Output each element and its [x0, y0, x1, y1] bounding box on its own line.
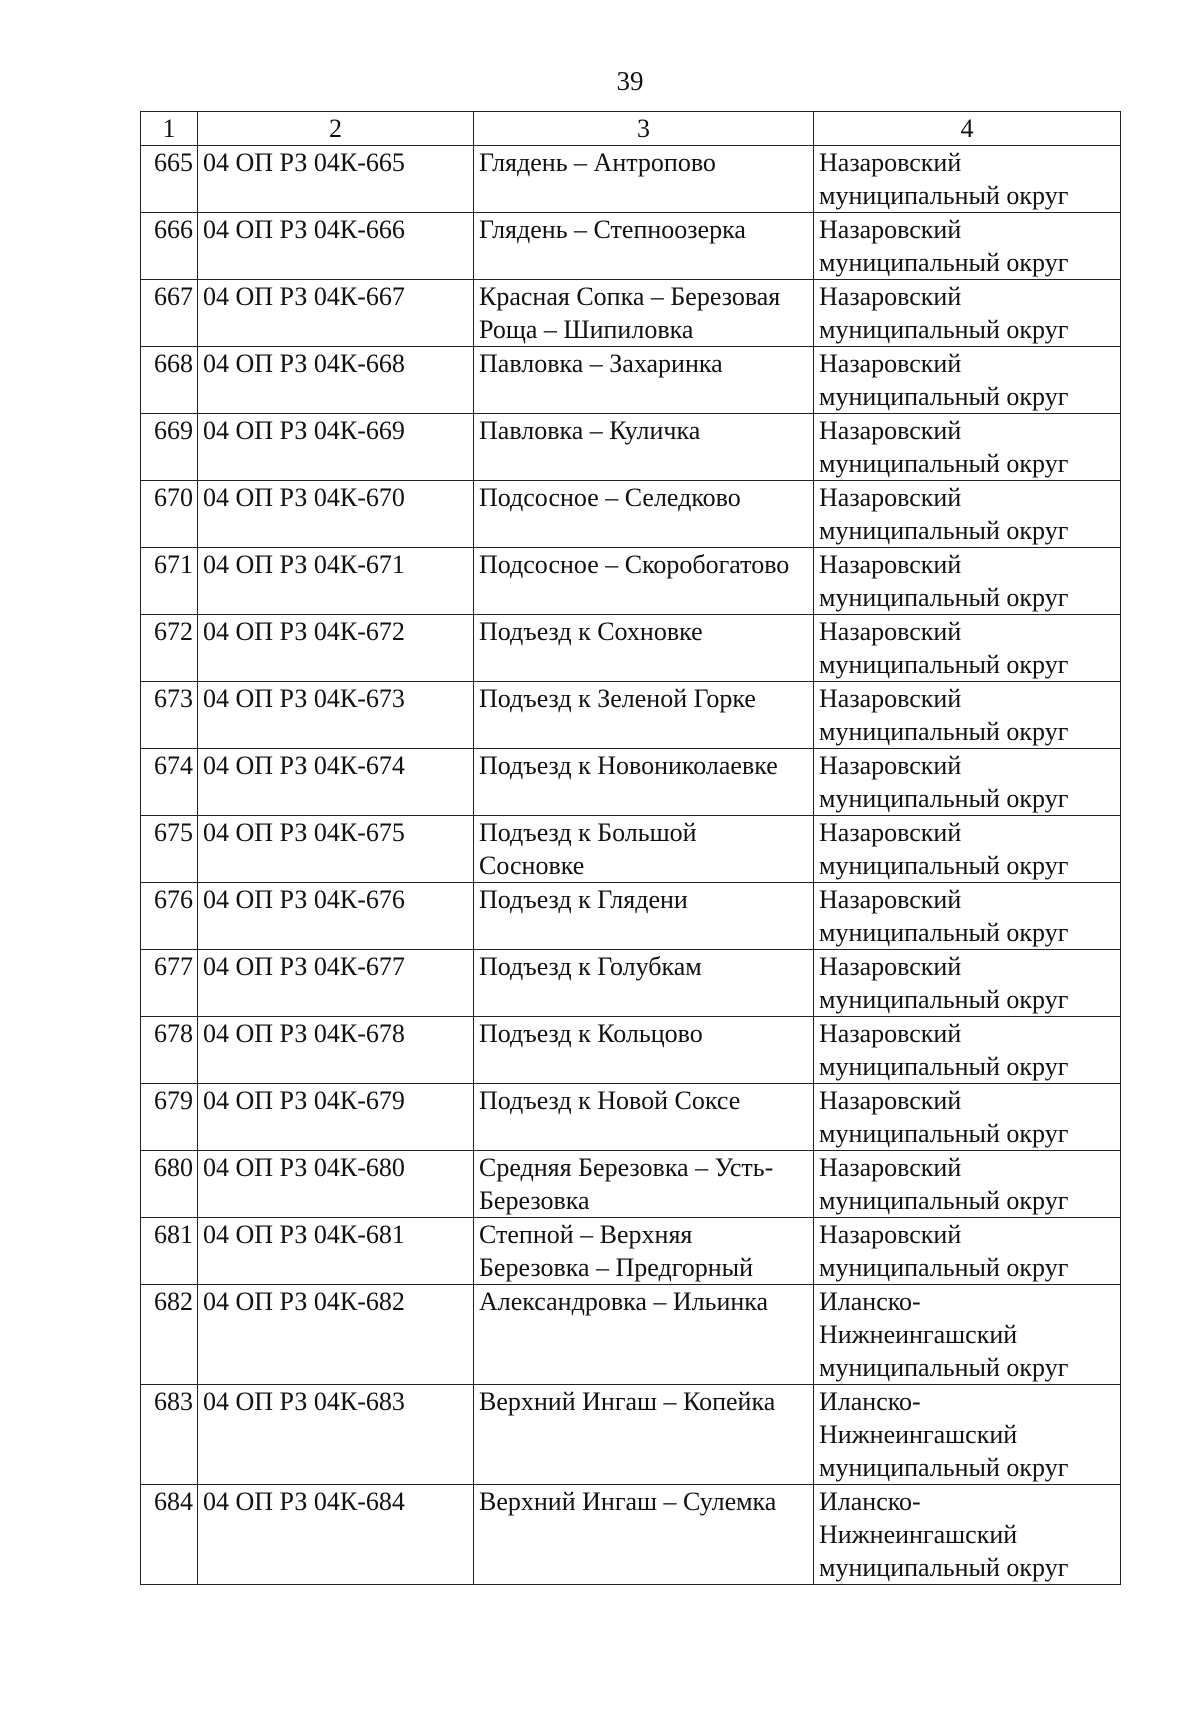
road-name: Александровка – Ильинка	[479, 1287, 769, 1316]
road-code-cell	[198, 816, 474, 883]
road-code-cell	[198, 280, 474, 347]
road-name-cell	[474, 481, 814, 548]
road-code: 04 ОП РЗ 04К-681	[203, 1220, 405, 1249]
row-number-cell	[141, 950, 198, 1017]
municipal-district: Назаровский муниципальный округ	[819, 215, 1069, 277]
municipal-district: Назаровский муниципальный округ	[819, 751, 1069, 813]
road-code: 04 ОП РЗ 04К-682	[203, 1287, 405, 1316]
row-number: 681	[154, 1220, 193, 1249]
table-row	[141, 615, 1121, 682]
column-header-code: 2	[198, 112, 474, 146]
row-number: 669	[154, 416, 193, 445]
table-row	[141, 481, 1121, 548]
municipal-district: Назаровский муниципальный округ	[819, 282, 1069, 344]
municipal-district: Назаровский муниципальный округ	[819, 550, 1069, 612]
road-name-cell	[474, 816, 814, 883]
table-row	[141, 1218, 1121, 1285]
column-header-name: 3	[474, 112, 814, 146]
road-name: Подъезд к Большой Сосновке	[479, 818, 697, 880]
road-code: 04 ОП РЗ 04К-680	[203, 1153, 405, 1182]
municipal-district-cell	[814, 615, 1121, 682]
municipal-district: Назаровский муниципальный округ	[819, 148, 1069, 210]
row-number: 666	[154, 215, 193, 244]
municipal-district: Назаровский муниципальный округ	[819, 684, 1069, 746]
row-number-cell	[141, 146, 198, 213]
road-code-cell	[198, 1017, 474, 1084]
road-code: 04 ОП РЗ 04К-677	[203, 952, 405, 981]
municipal-district-cell	[814, 1485, 1121, 1585]
road-code: 04 ОП РЗ 04К-665	[203, 148, 405, 177]
road-name: Подъезд к Зеленой Горке	[479, 684, 756, 713]
row-number: 683	[154, 1387, 193, 1416]
road-code-cell	[198, 1385, 474, 1485]
road-name: Глядень – Антропово	[479, 148, 716, 177]
table-row	[141, 414, 1121, 481]
road-registry-table	[140, 111, 1121, 1585]
municipal-district: Назаровский муниципальный округ	[819, 416, 1069, 478]
row-number: 670	[154, 483, 193, 512]
table-row	[141, 1084, 1121, 1151]
road-code: 04 ОП РЗ 04К-678	[203, 1019, 405, 1048]
table-row	[141, 749, 1121, 816]
municipal-district-cell	[814, 481, 1121, 548]
road-code-cell	[198, 347, 474, 414]
road-code: 04 ОП РЗ 04К-679	[203, 1086, 405, 1115]
road-name-cell	[474, 213, 814, 280]
municipal-district-cell	[814, 1084, 1121, 1151]
table-row	[141, 816, 1121, 883]
road-name: Подъезд к Голубкам	[479, 952, 702, 981]
municipal-district-cell	[814, 414, 1121, 481]
road-code: 04 ОП РЗ 04К-669	[203, 416, 405, 445]
row-number-cell	[141, 1017, 198, 1084]
road-name: Степной – Верхняя Березовка – Предгорный	[479, 1220, 754, 1282]
road-code-cell	[198, 749, 474, 816]
road-code-cell	[198, 1084, 474, 1151]
row-number-cell	[141, 347, 198, 414]
road-code-cell	[198, 1151, 474, 1218]
row-number-cell	[141, 615, 198, 682]
municipal-district-cell	[814, 1285, 1121, 1385]
road-code-cell	[198, 414, 474, 481]
row-number-cell	[141, 682, 198, 749]
row-number-cell	[141, 1285, 198, 1385]
road-name: Павловка – Куличка	[479, 416, 701, 445]
road-name: Подъезд к Новониколаевке	[479, 751, 778, 780]
column-header-number: 1	[141, 112, 198, 146]
road-code: 04 ОП РЗ 04К-674	[203, 751, 405, 780]
table-row	[141, 682, 1121, 749]
row-number: 676	[154, 885, 193, 914]
table-row	[141, 1151, 1121, 1218]
municipal-district: Назаровский муниципальный округ	[819, 818, 1069, 880]
road-code: 04 ОП РЗ 04К-675	[203, 818, 405, 847]
road-code-cell	[198, 883, 474, 950]
municipal-district: Иланско- Нижнеингашский муниципальный округ	[819, 1487, 1069, 1582]
table-row	[141, 146, 1121, 213]
road-name: Средняя Березовка – Усть- Березовка	[479, 1153, 774, 1215]
row-number: 668	[154, 349, 193, 378]
road-code: 04 ОП РЗ 04К-683	[203, 1387, 405, 1416]
road-code-cell	[198, 213, 474, 280]
municipal-district-cell	[814, 1151, 1121, 1218]
road-name: Верхний Ингаш – Копейка	[479, 1387, 776, 1416]
municipal-district-cell	[814, 280, 1121, 347]
road-name: Павловка – Захаринка	[479, 349, 723, 378]
municipal-district-cell	[814, 213, 1121, 280]
row-number-cell	[141, 414, 198, 481]
road-name-cell	[474, 548, 814, 615]
road-code-cell	[198, 146, 474, 213]
page-number: 39	[616, 66, 644, 96]
table-row	[141, 1017, 1121, 1084]
municipal-district-cell	[814, 950, 1121, 1017]
municipal-district: Назаровский муниципальный округ	[819, 952, 1069, 1014]
municipal-district: Назаровский муниципальный округ	[819, 1086, 1069, 1148]
road-name: Глядень – Степноозерка	[479, 215, 746, 244]
municipal-district: Иланско- Нижнеингашский муниципальный округ	[819, 1387, 1069, 1482]
row-number-cell	[141, 481, 198, 548]
road-code-cell	[198, 682, 474, 749]
road-name-cell	[474, 1084, 814, 1151]
municipal-district-cell	[814, 1017, 1121, 1084]
row-number: 675	[154, 818, 193, 847]
road-name-cell	[474, 1218, 814, 1285]
road-code: 04 ОП РЗ 04К-666	[203, 215, 405, 244]
row-number-cell	[141, 1218, 198, 1285]
road-name-cell	[474, 146, 814, 213]
road-name: Верхний Ингаш – Сулемка	[479, 1487, 777, 1516]
road-name: Подъезд к Сохновке	[479, 617, 703, 646]
row-number-cell	[141, 213, 198, 280]
row-number: 682	[154, 1287, 193, 1316]
row-number: 679	[154, 1086, 193, 1115]
municipal-district-cell	[814, 682, 1121, 749]
row-number-cell	[141, 883, 198, 950]
row-number: 677	[154, 952, 193, 981]
municipal-district-cell	[814, 883, 1121, 950]
road-code-cell	[198, 548, 474, 615]
row-number: 674	[154, 751, 193, 780]
municipal-district-cell	[814, 1218, 1121, 1285]
road-name: Подъезд к Новой Соксе	[479, 1086, 741, 1115]
road-code-cell	[198, 1218, 474, 1285]
road-name-cell	[474, 347, 814, 414]
municipal-district-cell	[814, 146, 1121, 213]
municipal-district: Назаровский муниципальный округ	[819, 1019, 1069, 1081]
column-header-district: 4	[814, 112, 1121, 146]
municipal-district: Иланско- Нижнеингашский муниципальный округ	[819, 1287, 1069, 1382]
municipal-district: Назаровский муниципальный округ	[819, 1220, 1069, 1282]
road-name-cell	[474, 883, 814, 950]
row-number: 672	[154, 617, 193, 646]
table-row	[141, 1285, 1121, 1385]
municipal-district: Назаровский муниципальный округ	[819, 483, 1069, 545]
municipal-district-cell	[814, 1385, 1121, 1485]
road-code-cell	[198, 615, 474, 682]
table-row	[141, 213, 1121, 280]
table-header-row	[141, 112, 1121, 146]
road-code-cell	[198, 481, 474, 548]
road-code-cell	[198, 1285, 474, 1385]
road-name: Красная Сопка – Березовая Роща – Шипиловка	[479, 282, 781, 344]
row-number: 667	[154, 282, 193, 311]
road-name-cell	[474, 950, 814, 1017]
road-name: Подсосное – Селедково	[479, 483, 741, 512]
road-code: 04 ОП РЗ 04К-670	[203, 483, 405, 512]
road-name-cell	[474, 1385, 814, 1485]
row-number-cell	[141, 1485, 198, 1585]
road-name-cell	[474, 414, 814, 481]
road-code: 04 ОП РЗ 04К-676	[203, 885, 405, 914]
road-code: 04 ОП РЗ 04К-667	[203, 282, 405, 311]
road-code-cell	[198, 950, 474, 1017]
road-name-cell	[474, 1485, 814, 1585]
row-number-cell	[141, 1385, 198, 1485]
table-row	[141, 280, 1121, 347]
municipal-district-cell	[814, 347, 1121, 414]
road-name-cell	[474, 1017, 814, 1084]
municipal-district: Назаровский муниципальный округ	[819, 349, 1069, 411]
road-name-cell	[474, 615, 814, 682]
road-name: Подъезд к Глядени	[479, 885, 688, 914]
road-code-cell	[198, 1485, 474, 1585]
table-body	[141, 146, 1121, 1585]
road-code: 04 ОП РЗ 04К-668	[203, 349, 405, 378]
row-number-cell	[141, 1151, 198, 1218]
municipal-district: Назаровский муниципальный округ	[819, 1153, 1069, 1215]
road-name: Подсосное – Скоробогатово	[479, 550, 790, 579]
road-code: 04 ОП РЗ 04К-671	[203, 550, 405, 579]
road-name-cell	[474, 749, 814, 816]
municipal-district-cell	[814, 749, 1121, 816]
row-number: 680	[154, 1153, 193, 1182]
table-row	[141, 548, 1121, 615]
municipal-district-cell	[814, 816, 1121, 883]
row-number-cell	[141, 749, 198, 816]
municipal-district: Назаровский муниципальный округ	[819, 885, 1069, 947]
row-number: 673	[154, 684, 193, 713]
row-number: 678	[154, 1019, 193, 1048]
road-code: 04 ОП РЗ 04К-672	[203, 617, 405, 646]
row-number-cell	[141, 816, 198, 883]
municipal-district: Назаровский муниципальный округ	[819, 617, 1069, 679]
road-name-cell	[474, 682, 814, 749]
municipal-district-cell	[814, 548, 1121, 615]
table-row	[141, 347, 1121, 414]
road-name-cell	[474, 1151, 814, 1218]
row-number-cell	[141, 1084, 198, 1151]
table-row	[141, 1385, 1121, 1485]
row-number-cell	[141, 548, 198, 615]
table-row	[141, 950, 1121, 1017]
row-number-cell	[141, 280, 198, 347]
table-row	[141, 883, 1121, 950]
row-number: 665	[154, 148, 193, 177]
road-code: 04 ОП РЗ 04К-684	[203, 1487, 405, 1516]
table-row	[141, 1485, 1121, 1585]
row-number: 671	[154, 550, 193, 579]
road-name-cell	[474, 1285, 814, 1385]
row-number: 684	[154, 1487, 193, 1516]
road-name-cell	[474, 280, 814, 347]
road-name: Подъезд к Кольцово	[479, 1019, 703, 1048]
road-code: 04 ОП РЗ 04К-673	[203, 684, 405, 713]
